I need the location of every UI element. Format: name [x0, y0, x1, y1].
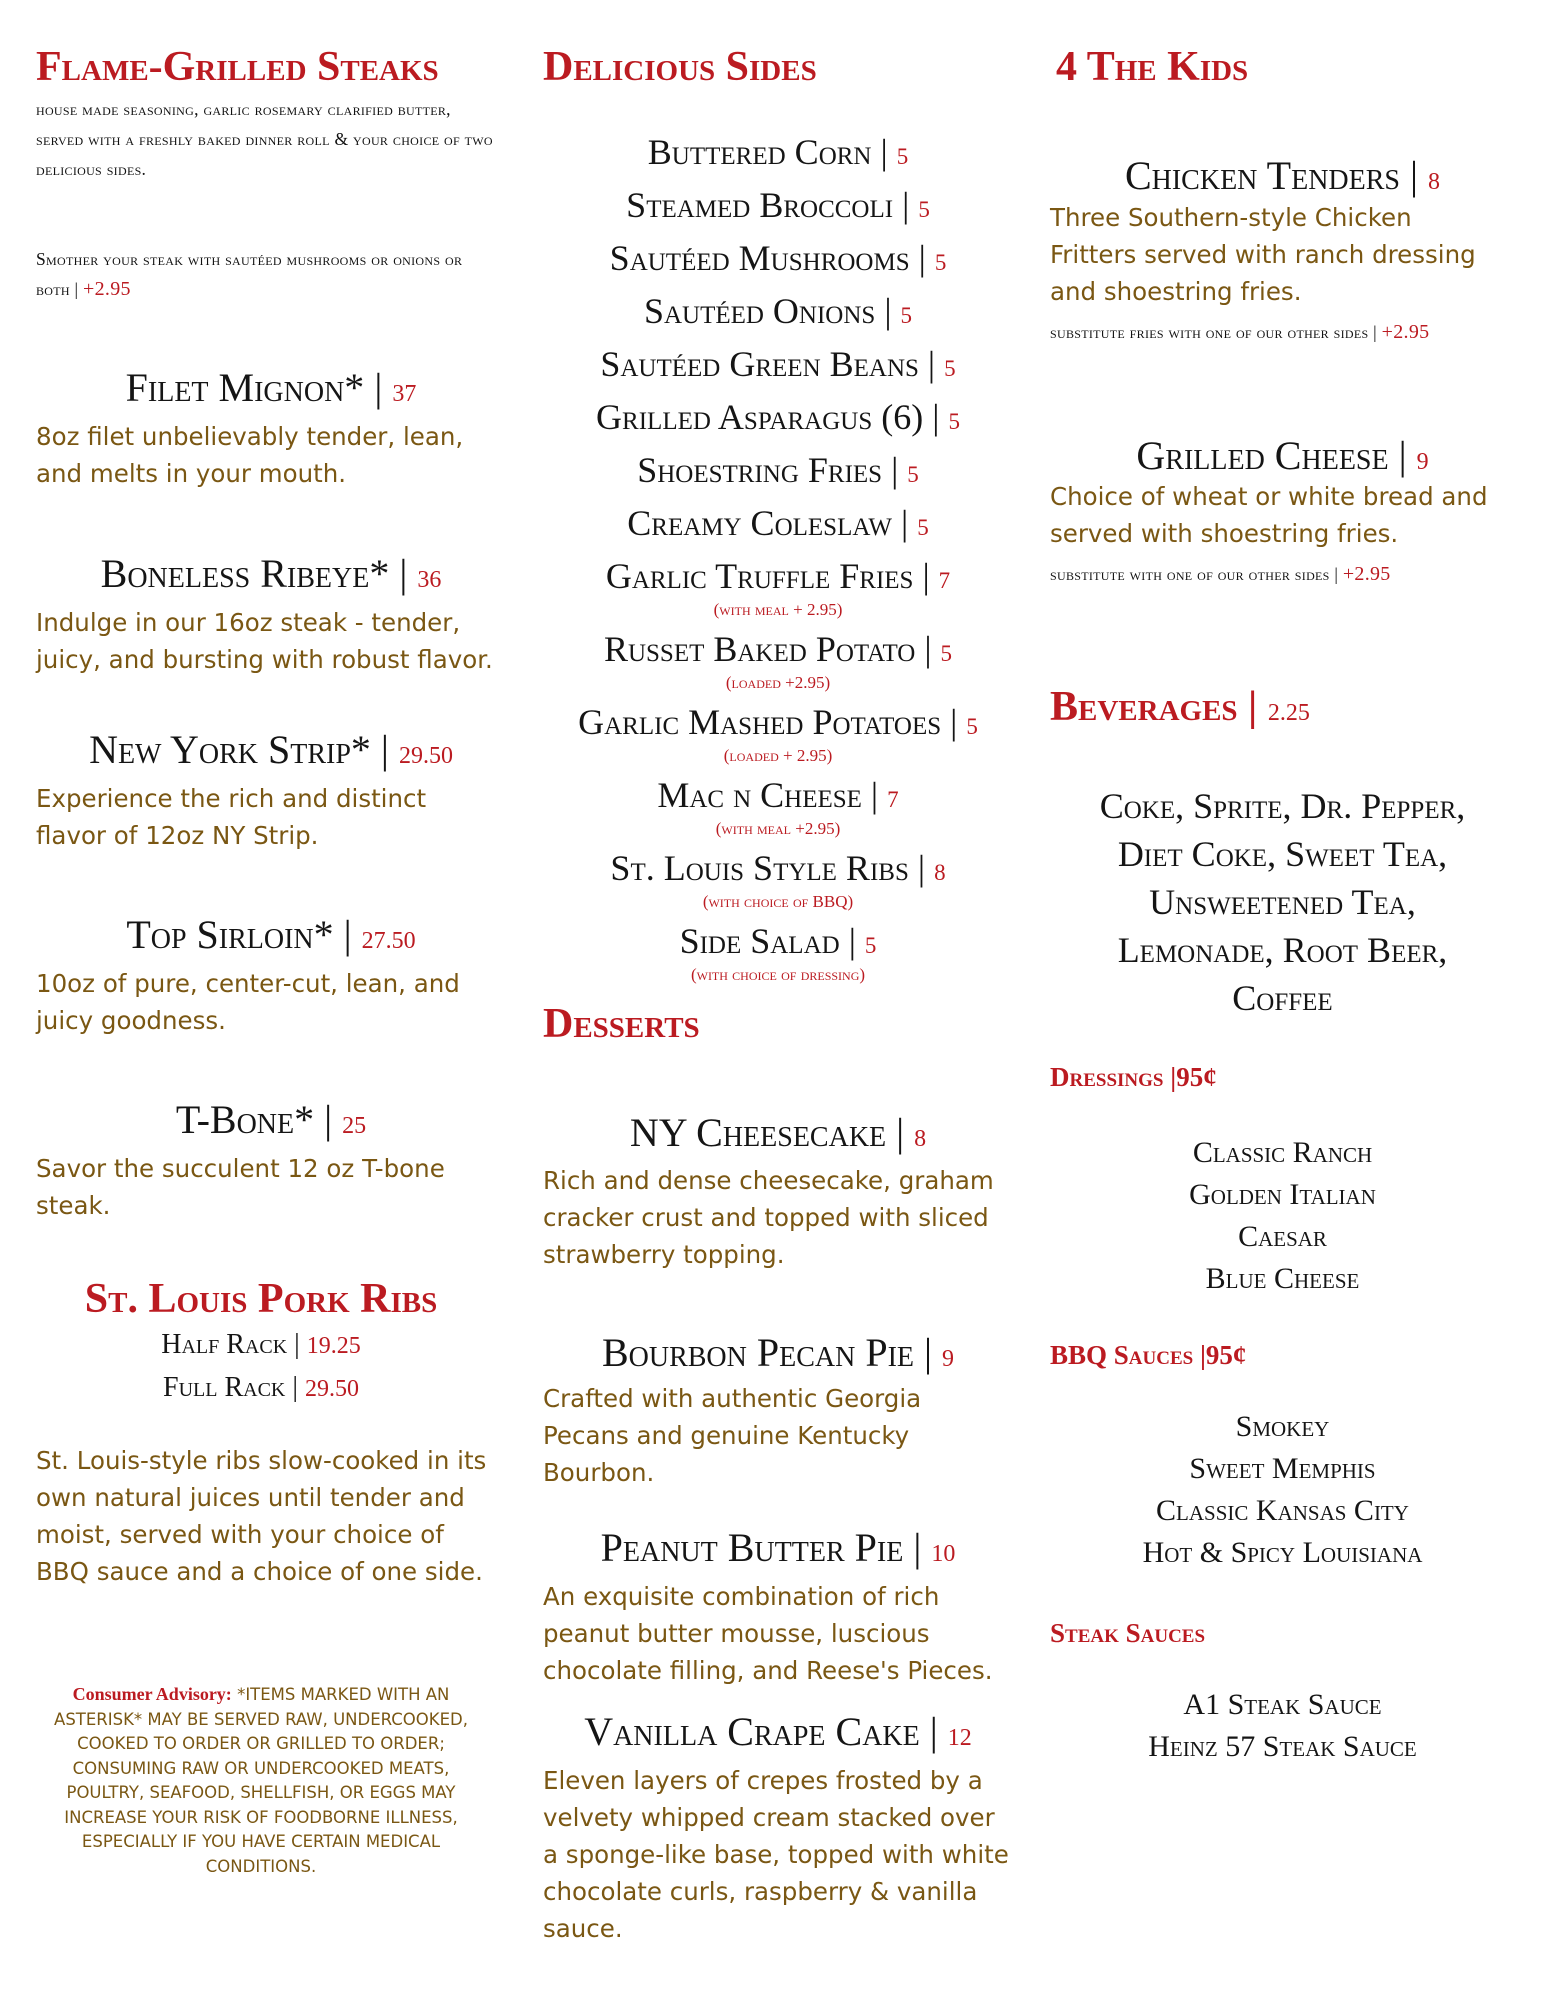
dessert-title-2: Peanut Butter Pie | 10	[600, 1525, 956, 1570]
side-item-name: Garlic Truffle Fries	[605, 556, 914, 596]
steak-name: Top Sirloin*	[126, 912, 334, 957]
side-item-name: Garlic Mashed Potatoes	[578, 702, 942, 742]
kids-desc-1: Choice of wheat or white bread and served with shoestring fries.	[1050, 482, 1488, 548]
beverage-line: Unsweetened Tea,	[1149, 882, 1416, 922]
steaks-heading: Flame-Grilled Steaks	[36, 44, 439, 90]
side-item: Sautéed Mushrooms | 5	[609, 238, 947, 278]
side-item: Russet Baked Potato | 5	[603, 629, 953, 669]
sides-list	[543, 128, 1013, 990]
beverage-line: Lemonade, Root Beer,	[1117, 930, 1448, 970]
ribs-option-price: 19.25	[306, 1333, 361, 1359]
bbq-sauce-item: Smokey	[1235, 1410, 1330, 1443]
side-item: Sautéed Green Beans | 5	[600, 344, 956, 384]
steak-desc-4: Savor the succulent 12 oz T-bone steak.	[36, 1154, 445, 1220]
side-item: Creamy Coleslaw | 5	[627, 503, 929, 543]
side-item-price: 5	[966, 714, 978, 739]
side-item-price: 5	[918, 197, 930, 222]
side-item: Mac n Cheese | 7	[657, 775, 899, 815]
ribs-option: Half Rack | 19.25	[161, 1329, 361, 1360]
dressing-item: Classic Ranch	[1192, 1136, 1373, 1169]
dressing-item: Golden Italian	[1189, 1178, 1376, 1211]
dessert-desc-2: An exquisite combination of rich peanut butter mousse, luscious chocolate filling, and Reese's Pieces.	[543, 1582, 993, 1685]
side-item-price: 5	[917, 515, 929, 540]
ribs-option-price: 29.50	[304, 1376, 359, 1402]
steak-desc-0: 8oz filet unbelievably tender, lean, and melts in your mouth.	[36, 422, 464, 488]
dressing-item: Blue Cheese	[1205, 1262, 1360, 1295]
side-item: Shoestring Fries | 5	[637, 450, 919, 490]
steak-sauces-heading: Steak Sauces	[1050, 1618, 1206, 1648]
kids-sub-price: +2.95	[1342, 563, 1391, 585]
advisory-text: *ITEMS MARKED WITH AN ASTERISK* MAY BE SERVED RAW, UNDERCOOKED, COOKED TO ORDER OR GRILLED TO ORDER; CONSUMING RAW OR UNDERCOOKED MEATS, POULTRY, SEAFOOD, SHELLFISH, OR EGGS MAY INCREASE YOUR RISK OF FOODBORNE ILLNESS, ESPECIALLY IF YOU HAVE CERTAIN MEDICAL CONDITIONS.	[54, 1685, 468, 1876]
steak-title-0: Filet Mignon* | 37	[125, 365, 417, 410]
steaks-intro: house made seasoning, garlic rosemary clarified butter, served with a freshly baked dinner roll & your choice of two delicious sides.	[36, 99, 493, 179]
dressing-item: Caesar	[1238, 1220, 1327, 1253]
steak-price: 29.50	[398, 743, 453, 769]
steak-name: Filet Mignon*	[125, 365, 365, 410]
steak-price: 36	[417, 567, 442, 593]
dessert-desc-1: Crafted with authentic Georgia Pecans and genuine Kentucky Bourbon.	[543, 1384, 922, 1487]
side-item-price: 5	[940, 641, 953, 666]
ribs-desc: St. Louis-style ribs slow-cooked in its own natural juices until tender and moist, served with your choice of BBQ sauce and a choice of one side.	[36, 1446, 487, 1586]
kids-item-price: 8	[1428, 169, 1441, 195]
side-item-name: Sautéed Green Beans	[600, 344, 919, 384]
beverages-price: 2.25	[1267, 700, 1310, 726]
side-item: Steamed Broccoli | 5	[626, 185, 930, 225]
kids-item-price: 9	[1416, 449, 1429, 475]
smother-price: +2.95	[83, 278, 131, 300]
side-item-name: Creamy Coleslaw	[627, 503, 892, 543]
beverage-line: Coffee	[1232, 978, 1333, 1018]
dessert-desc-3: Eleven layers of crepes frosted by a velvety whipped cream stacked over a sponge-like base, topped with white chocolate curls, raspberry & vanilla sauce.	[543, 1766, 1009, 1943]
steak-price: 25	[342, 1113, 367, 1139]
steak-desc-1: Indulge in our 16oz steak - tender, juicy, and bursting with robust flavor.	[36, 608, 493, 674]
side-item-name: Mac n Cheese	[657, 775, 862, 815]
dessert-title-1: Bourbon Pecan Pie | 9	[601, 1330, 955, 1375]
beverage-line: Coke, Sprite, Dr. Pepper,	[1099, 786, 1466, 826]
desserts-heading: Desserts	[543, 1001, 700, 1047]
side-item-price: 5	[907, 462, 919, 487]
kids-heading: 4 The Kids	[1056, 44, 1249, 90]
dessert-price: 9	[942, 1346, 955, 1372]
side-item-note: (with choice of dressing)	[690, 965, 866, 984]
side-item-price: 8	[934, 860, 946, 885]
side-item-price: 5	[944, 356, 956, 381]
steak-price: 27.50	[361, 928, 416, 954]
dessert-desc-0: Rich and dense cheesecake, graham cracker crust and topped with sliced strawberry topping.	[543, 1166, 994, 1269]
dessert-price: 12	[947, 1725, 972, 1751]
sides-heading: Delicious Sides	[543, 44, 817, 90]
steak-price: 37	[392, 381, 417, 407]
kids-item-name: Chicken Tenders	[1124, 153, 1401, 198]
side-item-note: (with meal + 2.95)	[713, 600, 843, 619]
side-item: Sautéed Onions | 5	[643, 291, 913, 331]
steak-title-4: T-Bone* | 25	[175, 1097, 367, 1142]
kids-sub-text: substitute with one of our other sides |	[1050, 564, 1339, 584]
bbq-sauces-heading	[1050, 1342, 1246, 1369]
bbq-sauce-item: Sweet Memphis	[1189, 1452, 1376, 1485]
side-item: Side Salad | 5	[679, 921, 877, 961]
side-item: St. Louis Style Ribs | 8	[610, 848, 946, 888]
side-item-price: 7	[938, 568, 951, 593]
bbq-sauce-item: Classic Kansas City	[1156, 1494, 1409, 1527]
kids-sub-0	[1050, 314, 1515, 351]
ribs-options	[36, 1324, 486, 1410]
beverages-list	[1050, 782, 1515, 1022]
side-item-price: 5	[934, 250, 947, 275]
steak-sauces-list	[1050, 1684, 1515, 1768]
side-item-price: 5	[948, 409, 960, 434]
steak-title-3: Top Sirloin* | 27.50	[126, 912, 416, 957]
side-item-note: (loaded +2.95)	[725, 673, 831, 692]
bbq-sauce-item: Hot & Spicy Louisiana	[1142, 1536, 1423, 1569]
dressings-price: 95¢	[1176, 1062, 1217, 1092]
bbq-sauces-title: BBQ Sauces |	[1050, 1340, 1206, 1370]
beverages-title: Beverages |	[1050, 684, 1258, 730]
side-item-name: Sautéed Mushrooms	[609, 238, 910, 278]
steak-sauce-item: A1 Steak Sauce	[1183, 1688, 1382, 1721]
dressings-list	[1050, 1132, 1515, 1300]
dressings-title: Dressings |	[1050, 1062, 1177, 1092]
steak-name: Boneless Ribeye*	[100, 551, 390, 596]
beverage-line: Diet Coke, Sweet Tea,	[1117, 834, 1448, 874]
dressings-heading	[1050, 1064, 1217, 1091]
kids-sub-1	[1050, 556, 1470, 593]
side-item-name: Buttered Corn	[647, 132, 872, 172]
side-item-name: Steamed Broccoli	[626, 185, 894, 225]
smother-note	[36, 244, 496, 304]
side-item: Grilled Asparagus (6) | 5	[596, 397, 960, 437]
steak-sauce-item: Heinz 57 Steak Sauce	[1148, 1730, 1417, 1763]
smother-text: Smother your steak with sautéed mushrooms or onions or both |	[36, 249, 463, 299]
dessert-name: Bourbon Pecan Pie	[601, 1330, 915, 1375]
kids-sub-price: +2.95	[1381, 321, 1430, 343]
kids-desc-0: Three Southern-style Chicken Fritters served with ranch dressing and shoestring fries.	[1050, 203, 1476, 306]
side-item-name: Grilled Asparagus (6)	[596, 397, 924, 437]
side-item-name: Russet Baked Potato	[603, 629, 916, 669]
bbq-sauces-list	[1050, 1406, 1515, 1574]
side-item-note: (with choice of BBQ)	[702, 892, 854, 911]
steak-title-2: New York Strip* | 29.50	[89, 727, 453, 772]
dessert-name: Vanilla Crape Cake	[584, 1709, 920, 1754]
side-item-price: 5	[900, 303, 913, 328]
dessert-title-0: NY Cheesecake | 8	[629, 1110, 927, 1155]
dessert-name: NY Cheesecake	[629, 1110, 887, 1155]
ribs-option-name: Full Rack	[163, 1372, 286, 1403]
side-item-note: (with meal +2.95)	[715, 819, 841, 838]
side-item: Garlic Mashed Potatoes | 5	[578, 702, 978, 742]
kids-sub-text: substitute fries with one of our other sides |	[1050, 322, 1377, 342]
ribs-option-name: Half Rack	[161, 1329, 288, 1360]
kids-title-0: Chicken Tenders | 8	[1124, 153, 1441, 198]
dessert-price: 8	[914, 1126, 927, 1152]
steak-desc-3: 10oz of pure, center-cut, lean, and juicy goodness.	[36, 969, 460, 1035]
kids-item-name: Grilled Cheese	[1136, 433, 1389, 478]
bbq-sauces-price: 95¢	[1205, 1340, 1247, 1370]
side-item-name: Sautéed Onions	[643, 291, 876, 331]
consumer-advisory	[36, 1682, 486, 1879]
side-item: Buttered Corn | 5	[647, 132, 909, 172]
steak-name: New York Strip*	[89, 727, 371, 772]
side-item: Garlic Truffle Fries | 7	[605, 556, 951, 596]
steak-desc-2: Experience the rich and distinct flavor of 12oz NY Strip.	[36, 784, 427, 850]
side-item-note: (loaded + 2.95)	[723, 746, 833, 765]
side-item-price: 5	[864, 933, 877, 958]
kids-title-1: Grilled Cheese | 9	[1136, 433, 1429, 478]
side-item-name: St. Louis Style Ribs	[610, 848, 909, 888]
dessert-name: Peanut Butter Pie	[600, 1525, 904, 1570]
side-item-price: 7	[887, 787, 899, 812]
steak-name: T-Bone*	[175, 1097, 315, 1142]
dessert-price: 10	[931, 1541, 956, 1567]
beverages-heading	[1050, 686, 1310, 728]
side-item-name: Shoestring Fries	[637, 450, 883, 490]
steak-title-1: Boneless Ribeye* | 36	[100, 551, 442, 596]
side-item-name: Side Salad	[679, 921, 840, 961]
side-item-price: 5	[896, 144, 909, 169]
ribs-heading: St. Louis Pork Ribs	[84, 1276, 438, 1322]
ribs-option: Full Rack | 29.50	[163, 1372, 359, 1403]
advisory-label: Consumer Advisory:	[72, 1684, 232, 1704]
dessert-title-3: Vanilla Crape Cake | 12	[584, 1709, 972, 1754]
